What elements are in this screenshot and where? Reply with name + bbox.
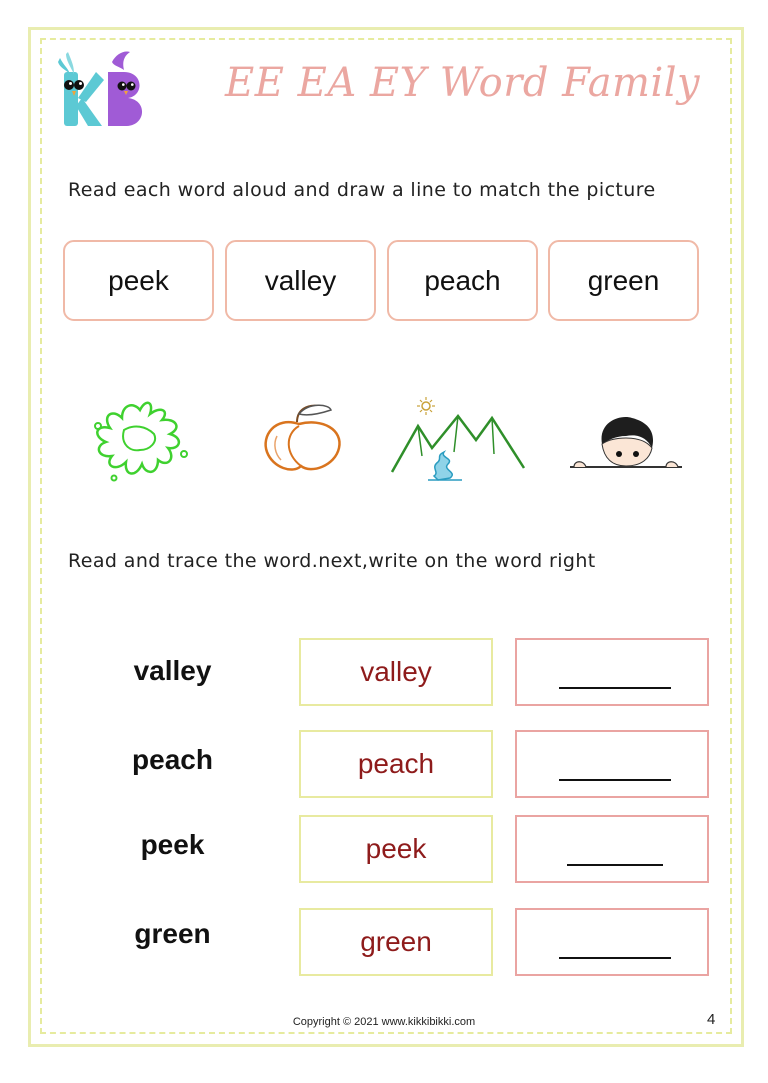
write-box-green[interactable] — [515, 908, 709, 976]
peach-icon[interactable] — [247, 400, 351, 476]
row-word-valley: valley — [133, 655, 212, 686]
valley-mountains-icon[interactable] — [388, 396, 530, 484]
trace-box-peek[interactable]: peek — [299, 815, 493, 883]
trace-instruction: Read and trace the word.next,write on the word right — [68, 550, 596, 572]
matching-instruction: Read each word aloud and draw a line to match the picture — [68, 179, 656, 201]
write-line — [559, 957, 671, 959]
row-word-green: green — [134, 918, 211, 949]
write-box-peach[interactable] — [515, 730, 709, 798]
write-box-peek[interactable] — [515, 815, 709, 883]
page-number: 4 — [707, 1011, 716, 1028]
word-card-green[interactable]: green — [548, 240, 699, 321]
row-word-peach: peach — [132, 744, 213, 775]
peeking-boy-icon[interactable] — [566, 414, 686, 478]
word-card-peek[interactable]: peek — [63, 240, 214, 321]
row-word-peek: peek — [140, 829, 205, 860]
trace-box-green[interactable]: green — [299, 908, 493, 976]
trace-box-valley[interactable]: valley — [299, 638, 493, 706]
page-title: EE EA EY Word Family — [225, 60, 701, 106]
green-splash-icon[interactable] — [84, 396, 196, 484]
word-card-valley[interactable]: valley — [225, 240, 376, 321]
word-card-peach[interactable]: peach — [387, 240, 538, 321]
write-line — [559, 779, 671, 781]
kb-logo-icon — [52, 48, 152, 132]
trace-box-peach[interactable]: peach — [299, 730, 493, 798]
write-line — [559, 687, 671, 689]
write-box-valley[interactable] — [515, 638, 709, 706]
write-line — [567, 864, 663, 866]
copyright-text: Copyright © 2021 www.kikkibikki.com — [292, 1016, 476, 1028]
word-bank — [63, 240, 703, 324]
